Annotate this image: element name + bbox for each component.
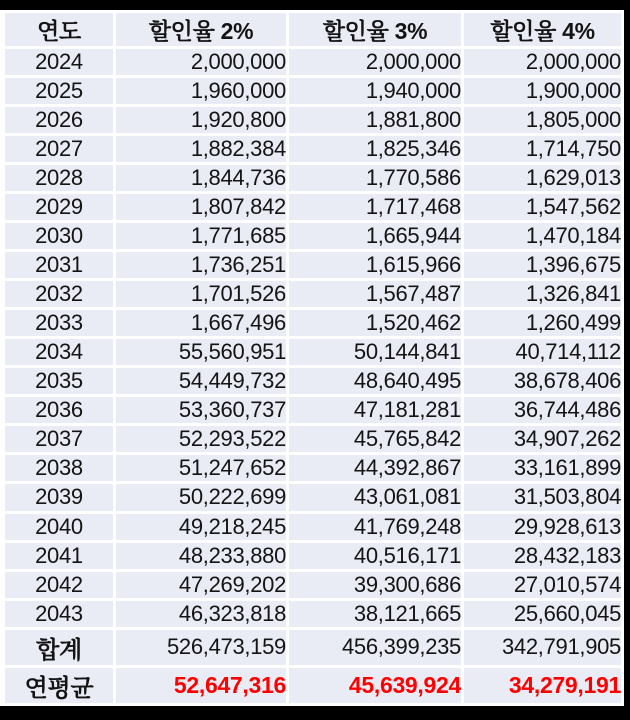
column-header-2: 할인율 3% xyxy=(289,13,461,46)
table-row-2032 xyxy=(5,281,621,307)
table-row-2031 xyxy=(5,252,621,278)
table-row-2036-value-1: 53,360,737 xyxy=(116,397,286,423)
total-row-value-1: 526,473,159 xyxy=(116,630,286,665)
table-row-2037-value-3: 34,907,262 xyxy=(464,426,621,452)
header-row xyxy=(5,13,621,46)
table-row-2033-label: 2033 xyxy=(5,310,113,336)
table-row-2037 xyxy=(5,426,621,452)
table-row-2031-value-2: 1,615,966 xyxy=(289,252,461,278)
average-row-value-2: 45,639,924 xyxy=(289,668,461,703)
table-row-2038-value-1: 51,247,652 xyxy=(116,455,286,481)
table-row-2035-value-3: 38,678,406 xyxy=(464,368,621,394)
table-row-2024-value-2: 2,000,000 xyxy=(289,49,461,75)
table-row-2026-label: 2026 xyxy=(5,107,113,133)
table-row-2041 xyxy=(5,543,621,569)
table-row-2040-label: 2040 xyxy=(5,514,113,540)
table-row-2027-value-1: 1,882,384 xyxy=(116,136,286,162)
table-row-2031-label: 2031 xyxy=(5,252,113,278)
table-row-2036-value-3: 36,744,486 xyxy=(464,397,621,423)
table-row-2037-value-2: 45,765,842 xyxy=(289,426,461,452)
table-row-2042-label: 2042 xyxy=(5,572,113,598)
table-row-2034-label: 2034 xyxy=(5,339,113,365)
table-row-2030-value-2: 1,665,944 xyxy=(289,223,461,249)
table-row-2027 xyxy=(5,136,621,162)
average-row-value-3: 34,279,191 xyxy=(464,668,621,703)
table-row-2025-value-2: 1,940,000 xyxy=(289,78,461,104)
table-row-2042-value-3: 27,010,574 xyxy=(464,572,621,598)
table-row-2030-value-3: 1,470,184 xyxy=(464,223,621,249)
table-row-2043-value-2: 38,121,665 xyxy=(289,601,461,627)
table-row-2024-value-1: 2,000,000 xyxy=(116,49,286,75)
average-row xyxy=(5,668,621,703)
table-row-2024-value-3: 2,000,000 xyxy=(464,49,621,75)
table-row-2039 xyxy=(5,484,621,510)
total-row-label: 합계 xyxy=(5,630,113,665)
table-row-2028 xyxy=(5,165,621,191)
table-row-2029-value-3: 1,547,562 xyxy=(464,194,621,220)
table-row-2036 xyxy=(5,397,621,423)
table-row-2040-value-3: 29,928,613 xyxy=(464,514,621,540)
table-row-2034-value-3: 40,714,112 xyxy=(464,339,621,365)
table-row-2024-label: 2024 xyxy=(5,49,113,75)
table-row-2035-value-1: 54,449,732 xyxy=(116,368,286,394)
table-row-2036-label: 2036 xyxy=(5,397,113,423)
table-row-2032-value-3: 1,326,841 xyxy=(464,281,621,307)
table-row-2039-value-1: 50,222,699 xyxy=(116,484,286,510)
table-row-2043 xyxy=(5,601,621,627)
table-row-2034 xyxy=(5,339,621,365)
table-row-2029-value-1: 1,807,842 xyxy=(116,194,286,220)
table-row-2030-value-1: 1,771,685 xyxy=(116,223,286,249)
table-row-2025-value-1: 1,960,000 xyxy=(116,78,286,104)
table-row-2043-value-3: 25,660,045 xyxy=(464,601,621,627)
table-row-2024 xyxy=(5,49,621,75)
table-row-2043-label: 2043 xyxy=(5,601,113,627)
total-row-value-2: 456,399,235 xyxy=(289,630,461,665)
table-row-2025-value-3: 1,900,000 xyxy=(464,78,621,104)
average-row-label: 연평균 xyxy=(5,668,113,703)
table-row-2039-label: 2039 xyxy=(5,484,113,510)
table-row-2027-value-3: 1,714,750 xyxy=(464,136,621,162)
table-row-2041-value-1: 48,233,880 xyxy=(116,543,286,569)
table-row-2035 xyxy=(5,368,621,394)
table-row-2029-value-2: 1,717,468 xyxy=(289,194,461,220)
total-row xyxy=(5,630,621,665)
table-row-2028-value-3: 1,629,013 xyxy=(464,165,621,191)
column-header-1: 할인율 2% xyxy=(116,13,286,46)
table-row-2043-value-1: 46,323,818 xyxy=(116,601,286,627)
table-row-2037-value-1: 52,293,522 xyxy=(116,426,286,452)
column-header-3: 할인율 4% xyxy=(464,13,621,46)
table-row-2027-value-2: 1,825,346 xyxy=(289,136,461,162)
table-row-2042-value-2: 39,300,686 xyxy=(289,572,461,598)
table-row-2038 xyxy=(5,455,621,481)
table-row-2040-value-1: 49,218,245 xyxy=(116,514,286,540)
discount-rate-table xyxy=(2,10,624,706)
table-row-2026-value-1: 1,920,800 xyxy=(116,107,286,133)
table-row-2040 xyxy=(5,514,621,540)
table-row-2032-label: 2032 xyxy=(5,281,113,307)
total-row-value-3: 342,791,905 xyxy=(464,630,621,665)
table-row-2035-value-2: 48,640,495 xyxy=(289,368,461,394)
table-row-2032-value-1: 1,701,526 xyxy=(116,281,286,307)
table-row-2039-value-2: 43,061,081 xyxy=(289,484,461,510)
table-row-2028-value-1: 1,844,736 xyxy=(116,165,286,191)
column-header-0: 연도 xyxy=(5,13,113,46)
table-row-2031-value-1: 1,736,251 xyxy=(116,252,286,278)
table-row-2036-value-2: 47,181,281 xyxy=(289,397,461,423)
average-row-value-1: 52,647,316 xyxy=(116,668,286,703)
table-row-2038-value-2: 44,392,867 xyxy=(289,455,461,481)
table-row-2038-label: 2038 xyxy=(5,455,113,481)
table-row-2033 xyxy=(5,310,621,336)
table-row-2033-value-3: 1,260,499 xyxy=(464,310,621,336)
table-row-2034-value-2: 50,144,841 xyxy=(289,339,461,365)
table-row-2029 xyxy=(5,194,621,220)
table-row-2033-value-2: 1,520,462 xyxy=(289,310,461,336)
table-row-2025 xyxy=(5,78,621,104)
table-row-2034-value-1: 55,560,951 xyxy=(116,339,286,365)
table-row-2026-value-2: 1,881,800 xyxy=(289,107,461,133)
table-row-2030-label: 2030 xyxy=(5,223,113,249)
table-row-2026 xyxy=(5,107,621,133)
table-row-2025-label: 2025 xyxy=(5,78,113,104)
table-row-2030 xyxy=(5,223,621,249)
table-row-2029-label: 2029 xyxy=(5,194,113,220)
table-row-2037-label: 2037 xyxy=(5,426,113,452)
table-row-2028-label: 2028 xyxy=(5,165,113,191)
table-row-2033-value-1: 1,667,496 xyxy=(116,310,286,336)
table-row-2028-value-2: 1,770,586 xyxy=(289,165,461,191)
table-row-2041-value-2: 40,516,171 xyxy=(289,543,461,569)
table-row-2038-value-3: 33,161,899 xyxy=(464,455,621,481)
table-row-2026-value-3: 1,805,000 xyxy=(464,107,621,133)
table-row-2035-label: 2035 xyxy=(5,368,113,394)
table-row-2039-value-3: 31,503,804 xyxy=(464,484,621,510)
table-row-2042-value-1: 47,269,202 xyxy=(116,572,286,598)
table-row-2040-value-2: 41,769,248 xyxy=(289,514,461,540)
table-row-2031-value-3: 1,396,675 xyxy=(464,252,621,278)
table-row-2041-value-3: 28,432,183 xyxy=(464,543,621,569)
table-row-2027-label: 2027 xyxy=(5,136,113,162)
table-row-2032-value-2: 1,567,487 xyxy=(289,281,461,307)
table-row-2042 xyxy=(5,572,621,598)
table-row-2041-label: 2041 xyxy=(5,543,113,569)
